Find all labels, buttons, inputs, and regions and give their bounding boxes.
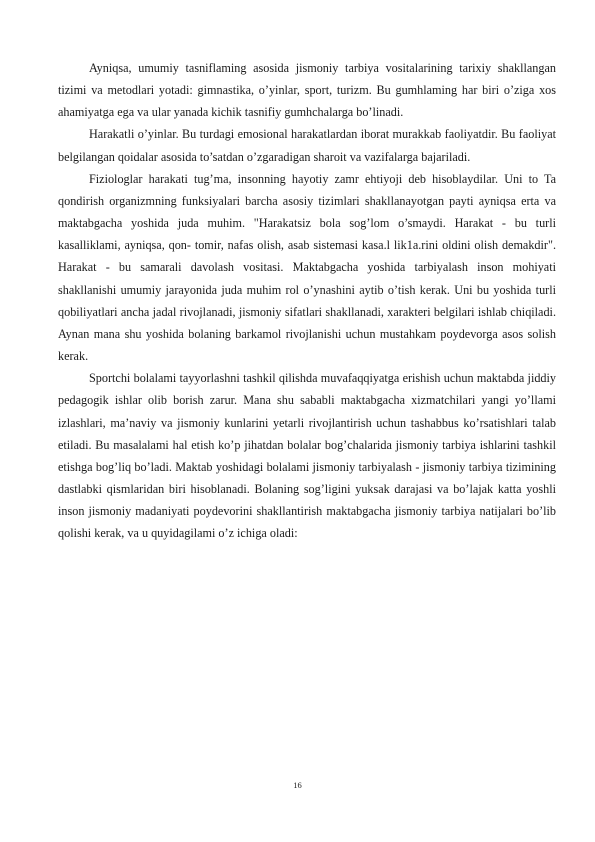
paragraph: Harakatli o’yinlar. Bu turdagi emosional harakatlardan iborat murakkab faoliyatdir. Bu faoliyat belgilangan qoidalar asosida to’satdan o’zgaradigan sharoit va vazifalarga bajariladi. xyxy=(58,127,556,164)
paragraph: Sportchi bolalami tayyorlashni tashkil qilishda muvafaqqiyatga erishish uchun maktabda jiddiy pedagogik ishlar olib borish zarur. Mana shu sababli maktabgacha xizmatchilari yangi yo’llami izlashlari, ma’naviy va jismoniy kunlarini yetarli rivojlantirish uchun tashabbus ko’rsatishlari talab etiladi. Bu masalalami hal etish ko’p jihatdan bolalar bog’chalarida jismoniy tarbiya ishlarini tashkil etishga bog’liq bo’ladi. Maktab yoshidagi bolalami jismoniy tarbiyalash - jismoniy tarbiya tizimining dastlabki qismlaridan biri hisoblanadi. Bolaning sog’ligini yuksak darajasi va bo’lajak katta yoshli inson jismoniy madaniyati poydevorini shakllantirish maktabgacha jismoniy tarbiya natijalari bo’lib qolishi kerak, va u quyidagilami o’z ichiga oladi: xyxy=(58,371,556,541)
page-number: 16 xyxy=(293,780,302,790)
paragraph: Fiziologlar harakati tug’ma, insonning hayotiy zamr ehtiyoji deb hisoblaydilar. Uni to Ta qondirish organizmning funksiyalari barcha asosiy tizimlari shakllanayotgan payti ayniqsa erta va maktabgacha yoshida juda muhim. "Harakatsiz bola sog’lom o’smaydi. Harakat - bu turli kasalliklami, ayniqsa, qon- tomir, nafas olish, asab sistemasi kasa.l lik1a.rini oldini olish demakdir". Harakat - bu samarali davolash vositasi. Maktabgacha yoshida tarbiyalash inson mohiyati shakllanishi umumiy jarayonida juda muhim rol o’ynashini aytib o’tish kerak. Uni bu yoshida turli qobiliyatlari ancha jadal rivojlanadi, jismoniy sifatlari shakllanadi, xarakteri belgilari ishlab chiqiladi. Aynan mana shu yoshida bolaning barkamol rivojlanishi uchun mustahkam poydevorga asos solish kerak. xyxy=(58,171,556,364)
paragraph: Ayniqsa, umumiy tasniflaming asosida jismoniy tarbiya vositalarining tarixiy shakllangan tizimi va metodlari yotadi: gimnastika, o’yinlar, sport, turizm. Bu gumhlaming har biri o’ziga xos ahamiyatga ega va ular yanada kichik tasnifiy gumhchalarga bo’linadi. xyxy=(58,61,556,120)
text-body xyxy=(58,57,556,544)
